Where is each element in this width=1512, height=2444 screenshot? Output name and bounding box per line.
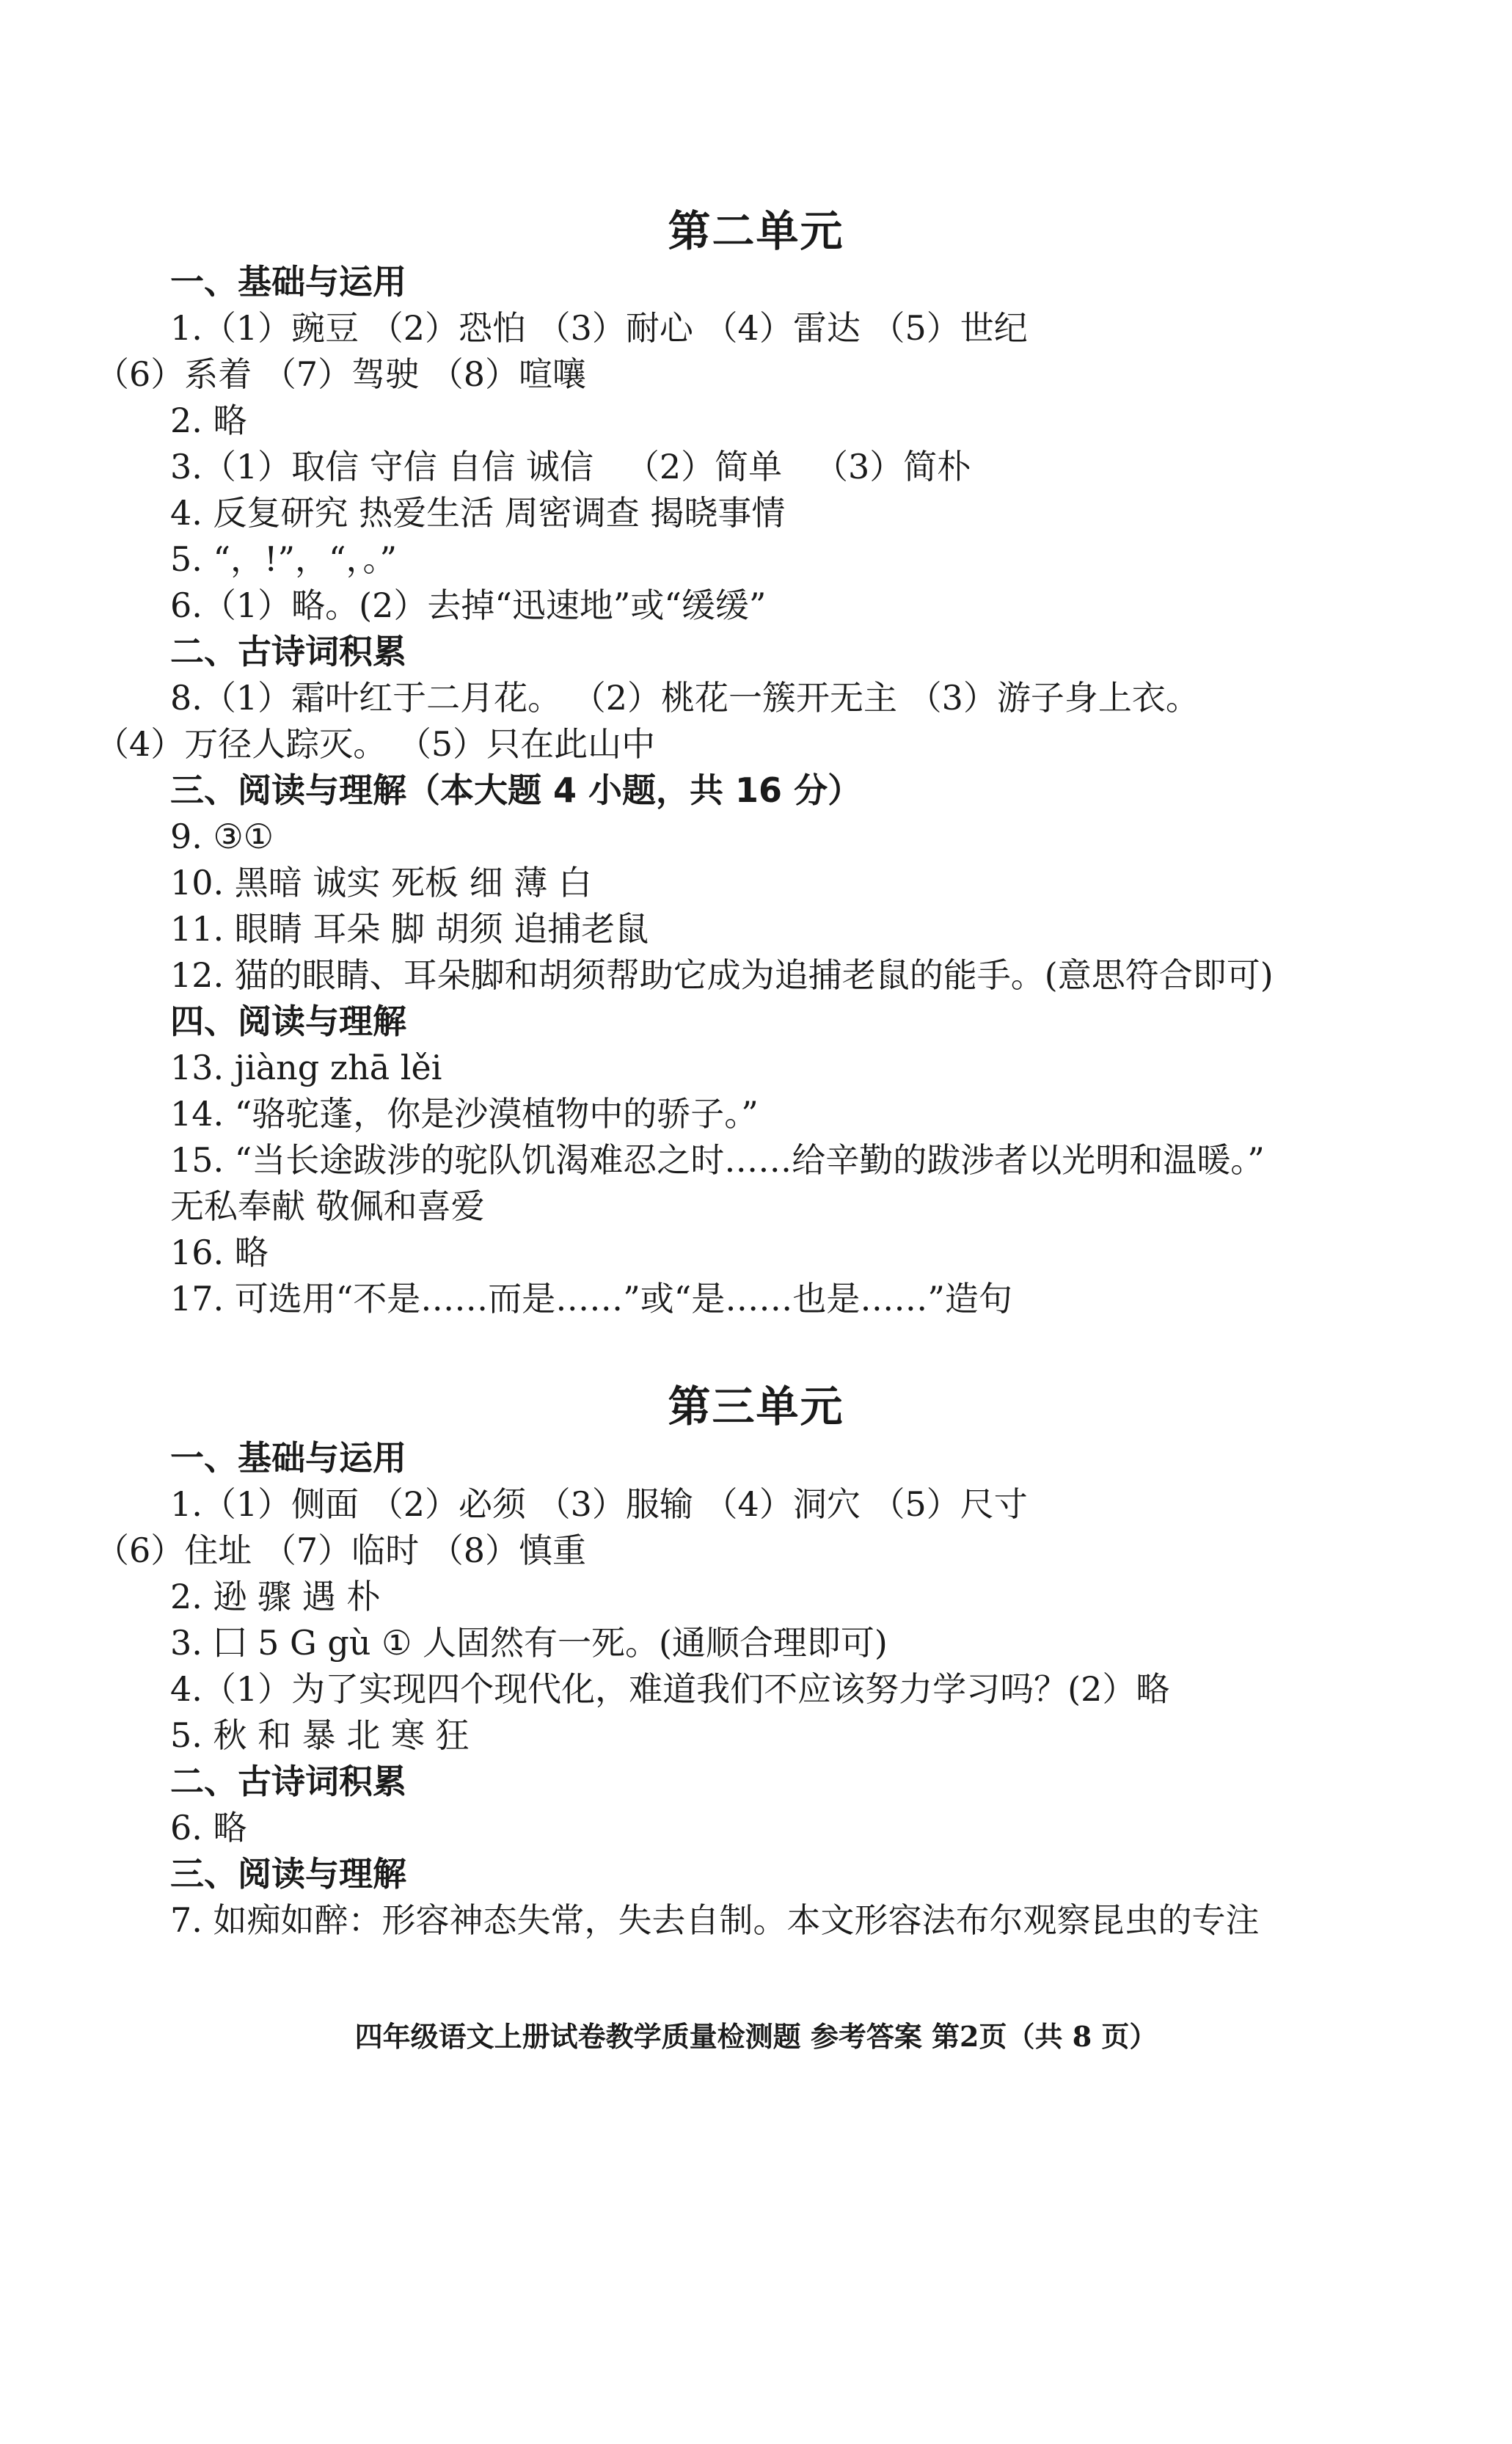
unit2-q2: 2. 略 <box>170 401 247 440</box>
unit2-section-2: 二、古诗词积累 <box>170 632 406 671</box>
unit2-q4: 4. 反复研究 热爱生活 周密调查 揭晓事情 <box>170 493 786 533</box>
unit2-q6: 6.（1）略。(2）去掉“迅速地”或“缓缓” <box>170 586 767 625</box>
unit3-q6: 6. 略 <box>170 1808 247 1847</box>
unit2-q11: 11. 眼睛 耳朵 脚 胡须 追捕老鼠 <box>170 909 649 949</box>
unit2-q3: 3.（1）取信 守信 自信 诚信 （2）简单 （3）简朴 <box>170 447 971 486</box>
unit2-title: 第二单元 <box>668 206 844 256</box>
unit2-q5: 5. “，!”，“，。” <box>170 539 398 579</box>
unit2-q16: 16. 略 <box>170 1233 269 1272</box>
unit2-q8-line2: （4）万径人踪灭。 （5）只在此山中 <box>95 724 656 764</box>
unit2-section-4: 四、阅读与理解 <box>170 1002 406 1041</box>
unit2-q15-line2: 无私奉献 敬佩和喜爱 <box>170 1186 485 1226</box>
unit3-q2: 2. 逊 骤 遇 朴 <box>170 1577 381 1616</box>
unit2-q1-line1: 1.（1）豌豆 （2）恐怕 （3）耐心 （4）雷达 （5）世纪 <box>170 308 1028 348</box>
page-footer: 四年级语文上册试卷教学质量检测题 参考答案 第2页（共 8 页） <box>354 2020 1158 2053</box>
unit3-section-1: 一、基础与运用 <box>170 1438 406 1478</box>
unit3-q3: 3. 囗 5 G gù ① 人固然有一死。(通顺合理即可) <box>170 1623 888 1663</box>
unit2-section-3: 三、阅读与理解（本大题 4 小题，共 16 分） <box>170 770 862 810</box>
unit3-section-3: 三、阅读与理解 <box>170 1854 406 1894</box>
unit2-q14: 14. “骆驼蓬，你是沙漠植物中的骄子。” <box>170 1094 759 1134</box>
unit2-q1-line2: （6）系着 （7）驾驶 （8）喧嚷 <box>95 354 587 394</box>
unit3-q5: 5. 秋 和 暴 北 寒 狂 <box>170 1715 470 1755</box>
unit3-q1-line2: （6）住址 （7）临时 （8）慎重 <box>95 1531 587 1570</box>
unit3-section-2: 二、古诗词积累 <box>170 1762 406 1801</box>
unit2-section-1: 一、基础与运用 <box>170 262 406 302</box>
unit2-q13: 13. jiàng zhā lěi <box>170 1048 442 1087</box>
unit2-q9: 9. ③① <box>170 817 274 856</box>
unit2-q12: 12. 猫的眼睛、耳朵脚和胡须帮助它成为追捕老鼠的能手。(意思符合即可) <box>170 955 1274 995</box>
unit2-q17: 17. 可选用“不是……而是……”或“是……也是……”造句 <box>170 1279 1012 1318</box>
unit3-q7: 7. 如痴如醉：形容神态失常，失去自制。本文形容法布尔观察昆虫的专注 <box>170 1900 1260 1940</box>
unit3-q1-line1: 1.（1）侧面 （2）必须 （3）服输 （4）洞穴 （5）尺寸 <box>170 1484 1028 1524</box>
unit2-q10: 10. 黑暗 诚实 死板 细 薄 白 <box>170 863 592 902</box>
unit2-q15-line1: 15. “当长途跋涉的驼队饥渴难忍之时……给辛勤的跋涉者以光明和温暖。” <box>170 1140 1265 1180</box>
unit3-title: 第三单元 <box>668 1382 844 1431</box>
unit2-q8-line1: 8.（1）霜叶红于二月花。 （2）桃花一簇开无主 （3）游子身上衣。 <box>170 678 1199 718</box>
unit3-q4: 4.（1）为了实现四个现代化，难道我们不应该努力学习吗？(2）略 <box>170 1669 1170 1709</box>
